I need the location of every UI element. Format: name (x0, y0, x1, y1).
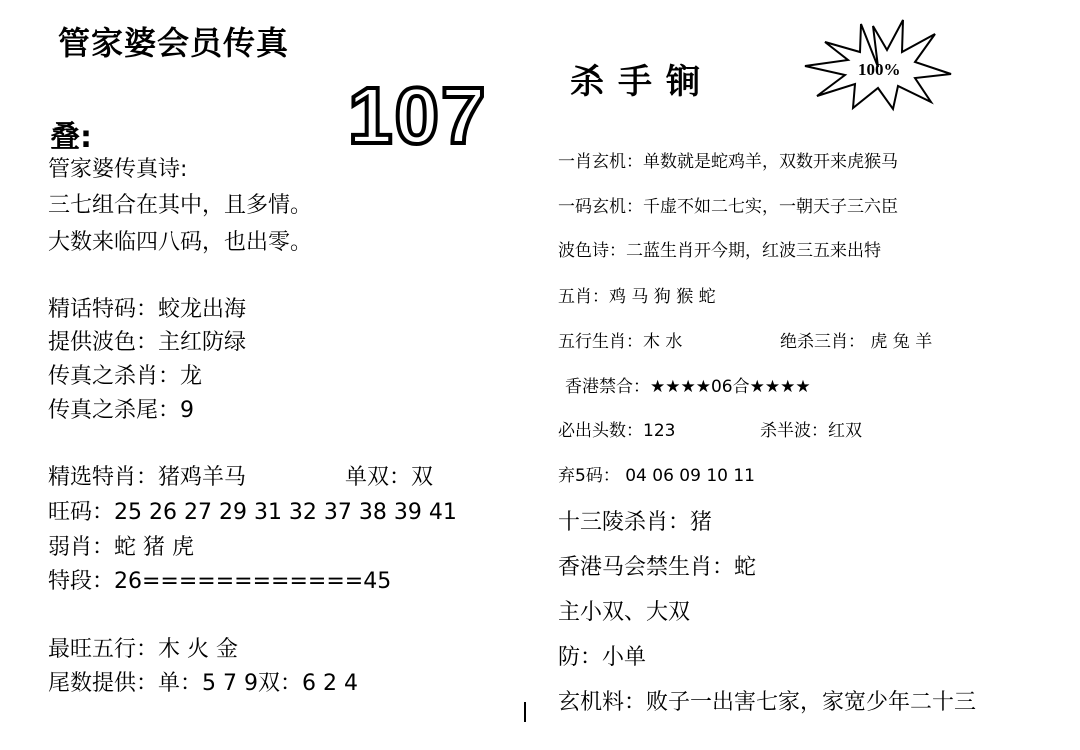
poem-line-1: 三七组合在其中，且多情。 (48, 193, 313, 218)
xuanji-liao: 玄机料：败子一出害七家，家宽少年二十三 (558, 690, 977, 715)
chuanzhen-sha-wei: 传真之杀尾：9 (48, 398, 194, 423)
bichu-toushu: 必出头数：123 (558, 421, 676, 441)
issue-number: 107 (348, 71, 488, 160)
teduan: 特段：26============45 (48, 569, 392, 594)
jinghua-tema: 精话特码：蛟龙出海 (48, 297, 247, 322)
yixiao-xuanji: 一肖玄机：单数就是蛇鸡羊，双数开来虎猴马 (558, 152, 898, 172)
xianggang-mahui-jin-shengxiao: 香港马会禁生肖：蛇 (558, 555, 757, 580)
ruoxiao: 弱肖：蛇 猪 虎 (48, 535, 194, 560)
right-title: 杀手锏 (570, 62, 714, 102)
poem-title: 管家婆传真诗: (48, 157, 188, 182)
wuxing-shengxiao: 五行生肖：木 水 (558, 332, 683, 352)
column-divider (524, 702, 526, 722)
wangma: 旺码：25 26 27 29 31 32 37 38 39 41 (48, 500, 457, 525)
danshuang: 单双：双 (345, 465, 434, 490)
zhu-xiaoshuang-dashuang: 主小双、大双 (558, 600, 691, 625)
wuxiao: 五肖：鸡 马 狗 猴 蛇 (558, 287, 716, 307)
yima-xuanji: 一码玄机：千虚不如二七实，一朝天子三六臣 (558, 197, 898, 217)
sha-banbo: 杀半波：红双 (760, 421, 862, 441)
poem-line-2: 大数来临四八码，也出零。 (48, 230, 313, 255)
chuanzhen-sha-xiao: 传真之杀肖：龙 (48, 364, 203, 389)
badge-text: 100% (858, 60, 901, 79)
fang-xiaodan: 防：小单 (558, 645, 647, 670)
xianggang-jinhe: 香港禁合：★★★★06合★★★★ (565, 377, 811, 397)
weishu-tigong: 尾数提供：单：5 7 9双：6 2 4 (48, 671, 358, 696)
bose-shi: 波色诗：二蓝生肖开今期，红波三五来出特 (558, 241, 881, 261)
shisanling-sha-xiao: 十三陵杀肖：猪 (558, 510, 713, 535)
zuiwang-wuxing: 最旺五行：木 火 金 (48, 637, 238, 662)
page-title: 管家婆会员传真 (58, 24, 290, 62)
jingxuan-texiao: 精选特肖：猪鸡羊马 (48, 465, 247, 490)
jue-sha-san-xiao: 绝杀三肖： 虎 兔 羊 (780, 332, 933, 352)
die-label: 叠: (50, 120, 92, 155)
qi-5-ma: 弃5码： 04 06 09 10 11 (558, 466, 755, 486)
bose-color: 提供波色：主红防绿 (48, 330, 247, 355)
